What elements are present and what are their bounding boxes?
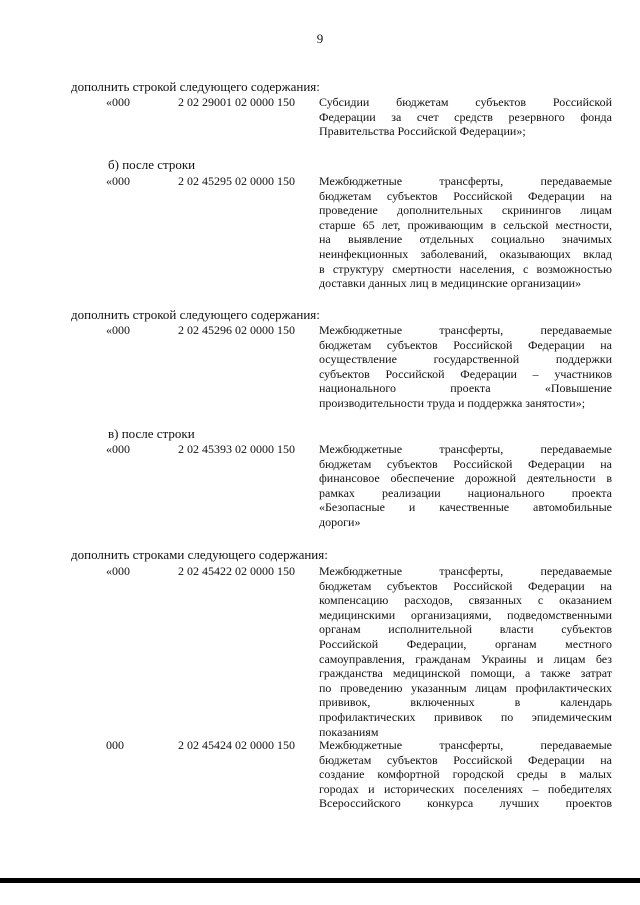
row-code: 000 <box>106 738 124 752</box>
row-kbk: 2 02 45393 02 0000 150 <box>178 442 295 456</box>
description-line: Правительства Российской Федерации»; <box>319 124 526 139</box>
description-line: Субсидии бюджетам субъектов Российской <box>319 95 612 109</box>
row-description <box>319 174 612 291</box>
description-line: бюджетам субъектов Российской Федерации на <box>319 337 612 352</box>
description-line: органам исполнительной власти субъектов <box>319 622 612 637</box>
description-line: бюджетам субъектов Российской Федерации на <box>319 752 612 767</box>
description-line: бюджетам субъектов Российской Федерации на <box>319 578 612 593</box>
description-line: медицинскими организациями, подведомственными <box>319 607 612 622</box>
description-line: национального проекта «Повышение <box>319 381 612 396</box>
description-line: бюджетам субъектов Российской Федерации на <box>319 188 612 203</box>
row-code: «000 <box>106 564 130 578</box>
description-line: Российской Федерации, органам местного <box>319 636 612 651</box>
row-code: «000 <box>106 323 130 337</box>
scan-border-bottom <box>0 878 640 883</box>
description-line: Межбюджетные трансферты, передаваемые <box>319 174 612 188</box>
row-kbk: 2 02 45296 02 0000 150 <box>178 323 295 337</box>
description-line: компенсацию расходов, связанных с оказанием <box>319 593 612 608</box>
description-line: осуществление государственной поддержки <box>319 352 612 367</box>
description-line: показаниям <box>319 724 379 739</box>
block-heading: б) после строки <box>108 157 196 172</box>
description-line: старше 65 лет, проживающим в сельской местности, <box>319 217 612 232</box>
row-kbk: 2 02 29001 02 0000 150 <box>178 95 295 109</box>
row-kbk: 2 02 45422 02 0000 150 <box>178 564 295 578</box>
row-code: «000 <box>106 442 130 456</box>
row-kbk: 2 02 45295 02 0000 150 <box>178 174 295 188</box>
description-line: городах и исторических поселениях – победителях <box>319 781 612 796</box>
block-heading: дополнить строками следующего содержания: <box>71 547 328 562</box>
description-line: прививок, включенных в календарь <box>319 695 612 710</box>
row-description <box>319 95 612 139</box>
description-line: рамках реализации национального проекта <box>319 485 612 500</box>
row-description <box>319 564 612 739</box>
description-line: на выявление отдельных социально значимых <box>319 232 612 247</box>
description-line: бюджетам субъектов Российской Федерации на <box>319 456 612 471</box>
description-line: Межбюджетные трансферты, передаваемые <box>319 564 612 578</box>
block-heading: в) после строки <box>108 426 195 441</box>
description-line: доставки данных лиц в медицинские организации» <box>319 276 582 291</box>
description-line: Межбюджетные трансферты, передаваемые <box>319 323 612 337</box>
description-line: гражданства медицинской помощи, а также затрат <box>319 666 612 681</box>
row-description <box>319 738 612 811</box>
description-line: Всероссийского конкурса лучших проектов <box>319 796 612 811</box>
description-line: самоуправления, гражданам Украины и лицам без <box>319 651 612 666</box>
description-line: неинфекционных заболеваний, оказывающих вклад <box>319 246 612 261</box>
description-line: финансовое обеспечение дорожной деятельности в <box>319 471 612 486</box>
description-line: дороги» <box>319 514 361 529</box>
row-kbk: 2 02 45424 02 0000 150 <box>178 738 295 752</box>
description-line: проведение дополнительных скринингов лицам <box>319 203 612 218</box>
description-line: профилактических прививок по эпидемическим <box>319 709 612 724</box>
description-line: по проведению указанным лицам профилактических <box>319 680 612 695</box>
row-code: «000 <box>106 95 130 109</box>
description-line: субъектов Российской Федерации – участников <box>319 366 612 381</box>
page-number: 9 <box>316 31 324 46</box>
block-heading: дополнить строкой следующего содержания: <box>71 79 320 94</box>
row-description <box>319 323 612 411</box>
row-code: «000 <box>106 174 130 188</box>
row-description <box>319 442 612 530</box>
description-line: производительности труда и поддержка занятости»; <box>319 395 586 410</box>
description-line: Федерации за счет средств резервного фонда <box>319 109 612 124</box>
description-line: в структуру смертности населения, с возможностью <box>319 261 612 276</box>
block-heading: дополнить строкой следующего содержания: <box>71 307 320 322</box>
description-line: создание комфортной городской среды в малых <box>319 767 612 782</box>
description-line: «Безопасные и качественные автомобильные <box>319 500 612 515</box>
description-line: Межбюджетные трансферты, передаваемые <box>319 442 612 456</box>
description-line: Межбюджетные трансферты, передаваемые <box>319 738 612 752</box>
